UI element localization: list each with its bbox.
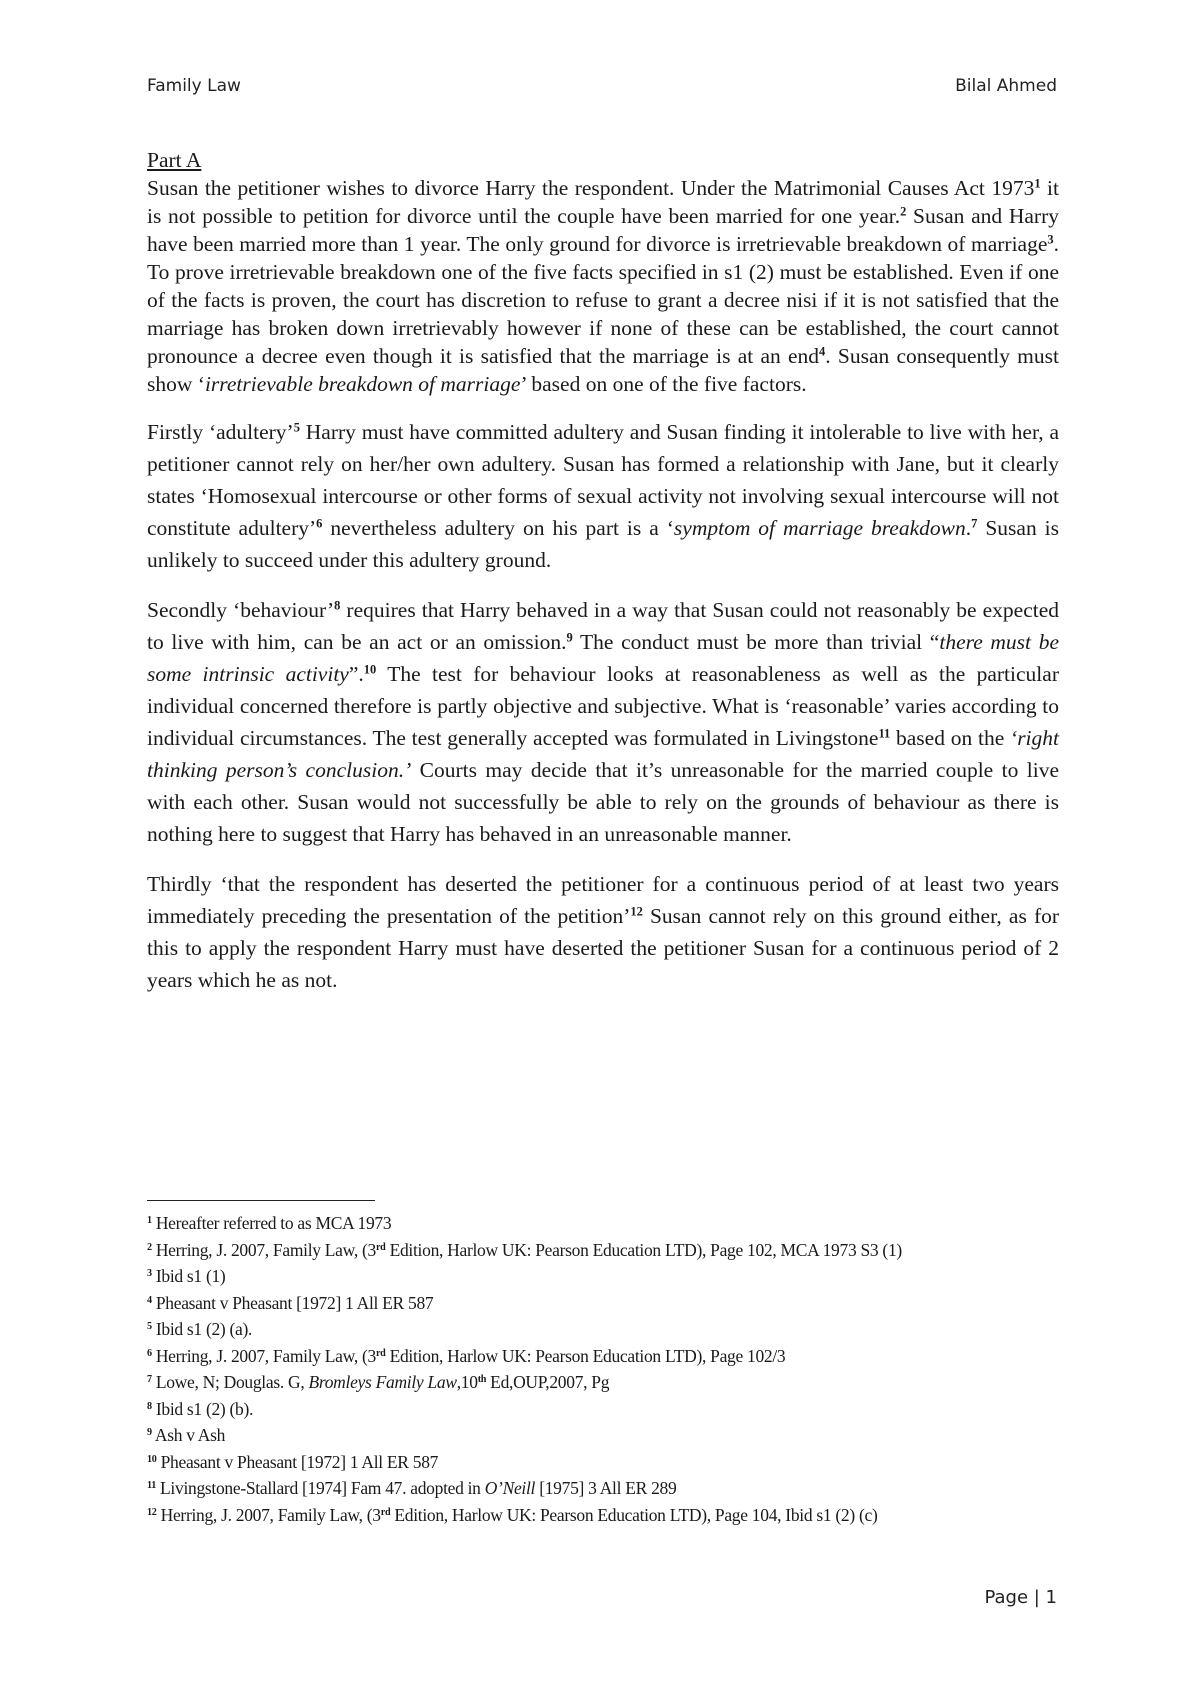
footnote-item (147, 1263, 1057, 1290)
italic-run: ‘right thinking person’s conclusion.’ (147, 726, 1060, 782)
footnotes-section (147, 1210, 1057, 1528)
text-run: . Susan consequently must show ‘ (147, 344, 1059, 396)
text-run: Susan and Harry have been married more than 1 year. The only ground for divorce is irretrievable breakdown of marriage (147, 204, 1059, 256)
footnote-item (147, 1502, 1057, 1529)
footnote-number: 1 (147, 1214, 152, 1226)
footnote-ref: 7 (971, 516, 978, 531)
footnote-text: Ed,OUP,2007, Pg (486, 1372, 610, 1392)
footnote-ref: 4 (819, 344, 826, 359)
footnote-text: Edition, Harlow UK: Pearson Education LTD), Page 104, Ibid s1 (2) (c) (390, 1504, 878, 1525)
footnote-item (147, 1316, 1057, 1343)
paragraph-adultery (147, 416, 1059, 576)
italic-run: there must be some intrinsic activity (147, 630, 1059, 686)
text-run: Firstly ‘adultery’ (147, 420, 294, 444)
footnote-item (147, 1475, 1057, 1502)
text-run: ”. (348, 662, 364, 686)
ordinal-suffix: rd (375, 1347, 386, 1359)
text-run: Susan cannot rely on this ground either, as for this to apply the respondent Harry must have deserted the petitioner Susan for a continuous period of 2 years which he as not. (147, 904, 1060, 992)
footnote-number: 7 (147, 1373, 152, 1385)
footnote-text: Herring, J. 2007, Family Law, (3 (151, 1345, 376, 1366)
text-run: Secondly ‘behaviour’ (147, 598, 335, 622)
ordinal-suffix: rd (375, 1241, 386, 1253)
footnote-text: Herring, J. 2007, Family Law, (3 (151, 1239, 376, 1260)
ordinal-suffix: th (477, 1373, 487, 1385)
footnote-number: 10 (147, 1453, 157, 1465)
footnote-number: 8 (147, 1400, 152, 1412)
footnote-number: 2 (147, 1241, 152, 1253)
paragraph-behaviour (147, 594, 1059, 850)
footnote-text: Pheasant v Pheasant [1972] 1 All ER 587 (151, 1292, 434, 1313)
footnote-text: Ibid s1 (2) (b). (151, 1398, 254, 1419)
text-run: Susan the petitioner wishes to divorce Harry the respondent. Under the Matrimonial Causes Act 1973 (147, 176, 1035, 200)
footnote-text: Edition, Harlow UK: Pearson Education LTD), Page 102/3 (385, 1345, 786, 1366)
footnote-item (147, 1290, 1057, 1317)
footnote-item (147, 1449, 1057, 1476)
footnote-text: Lowe, N; Douglas. G, (151, 1372, 309, 1392)
italic-run: symptom of marriage breakdown (673, 516, 966, 540)
footnote-number: 6 (147, 1347, 152, 1359)
footnote-item (147, 1422, 1057, 1449)
text-run: The test for behaviour looks at reasonableness as well as the particular individual concerned therefore is partly objective and subjective. What is ‘reasonable’ varies according to individual circumstances. The test generally accepted was formulated in Livingstone (147, 662, 1059, 750)
footnote-item (147, 1237, 1057, 1264)
text-run: The conduct must be more than trivial “ (572, 630, 940, 654)
footnote-ref: 2 (900, 204, 907, 219)
text-run: . To prove irretrievable breakdown one of the five facts specified in s1 (2) must be established. Even if one of the facts is proven, the court has discretion to refuse to grant a decree nisi if it is not satisfied that the marriage has broken down irretrievably however if none of these can be established, the court cannot pronounce a decree even though it is satisfied that the marriage is at an end (147, 232, 1059, 368)
footnote-text: Ibid s1 (1) (151, 1266, 226, 1286)
footnote-text: ,10 (456, 1372, 478, 1392)
footnote-text: Livingstone-Stallard [1974] Fam 47. adopted in (155, 1478, 485, 1498)
footnote-text: Hereafter referred to as MCA 1973 (151, 1213, 392, 1233)
footnote-separator (147, 1200, 375, 1201)
footnote-item (147, 1396, 1057, 1423)
text-run: Susan is unlikely to succeed under this adultery ground. (147, 516, 1059, 572)
footnote-ref: 3 (1047, 232, 1054, 247)
text-run: Courts may decide that it’s unreasonable for the married couple to live with each other. Susan would not successfully be able to rely on the grounds of behaviour as there is nothing here to suggest that Harry has behaved in an unreasonable manner. (147, 758, 1059, 846)
footnote-ref: 9 (566, 630, 573, 645)
header-author-name: Bilal Ahmed (955, 76, 1057, 96)
footnote-ref: 1 (1034, 176, 1041, 191)
footnote-ref: 11 (878, 726, 891, 741)
text-run: Harry must have committed adultery and Susan finding it intolerable to live with her, a petitioner cannot rely on her/her own adultery. Susan has formed a relationship with Jane, but it clearly states ‘Homosexual intercourse or other forms of sexual activity not involving sexual intercourse will not constitute adultery’ (147, 420, 1059, 540)
document-body (147, 146, 1059, 996)
text-run: Thirdly ‘that the respondent has deserted the petitioner for a continuous period of at least two years immediately preceding the presentation of the petition’ (147, 872, 1059, 928)
footnote-number: 9 (147, 1426, 152, 1438)
footnote-ref: 12 (630, 904, 643, 919)
footnote-ref: 5 (293, 420, 300, 435)
text-run: based on the (890, 726, 1011, 750)
ordinal-suffix: rd (380, 1506, 391, 1518)
footnote-ref: 8 (334, 598, 341, 613)
footnote-item (147, 1369, 1057, 1396)
footnote-italic: Bromleys Family Law (308, 1372, 457, 1392)
paragraph-intro (147, 174, 1059, 398)
footnote-ref: 6 (316, 516, 323, 531)
footnote-italic: O’Neill (484, 1478, 536, 1498)
footnote-number: 4 (147, 1294, 152, 1306)
footnote-text: Herring, J. 2007, Family Law, (3 (156, 1504, 381, 1525)
footnote-text: Edition, Harlow UK: Pearson Education LTD), Page 102, MCA 1973 S3 (1) (385, 1239, 902, 1260)
text-run: it is not possible to petition for divorce until the couple have been married for one year. (147, 176, 1059, 228)
footnote-text: Ibid s1 (2) (a). (151, 1319, 253, 1339)
footnote-item (147, 1210, 1057, 1237)
footnote-ref: 10 (363, 662, 377, 677)
text-run: nevertheless adultery on his part is a ‘ (322, 516, 674, 540)
footnote-text: [1975] 3 All ER 289 (535, 1478, 677, 1498)
footnote-number: 5 (147, 1320, 152, 1332)
section-heading: Part A (147, 148, 202, 172)
footnote-item (147, 1343, 1057, 1370)
page-number-footer: Page | 1 (984, 1587, 1057, 1608)
header-course-title: Family Law (147, 76, 241, 96)
text-run: . (965, 516, 972, 540)
footnote-number: 11 (147, 1479, 156, 1491)
footnote-number: 12 (147, 1506, 157, 1518)
footnote-number: 3 (147, 1267, 152, 1279)
paragraph-desertion (147, 868, 1059, 996)
text-run: requires that Harry behaved in a way that Susan could not reasonably be expected to live with him, can be an act or an omission. (147, 598, 1060, 654)
italic-run: irretrievable breakdown of marriage (204, 372, 521, 396)
footnote-text: Pheasant v Pheasant [1972] 1 All ER 587 (156, 1451, 439, 1472)
footnote-text: Ash v Ash (151, 1425, 226, 1445)
text-run: ’ based on one of the five factors. (520, 372, 807, 396)
